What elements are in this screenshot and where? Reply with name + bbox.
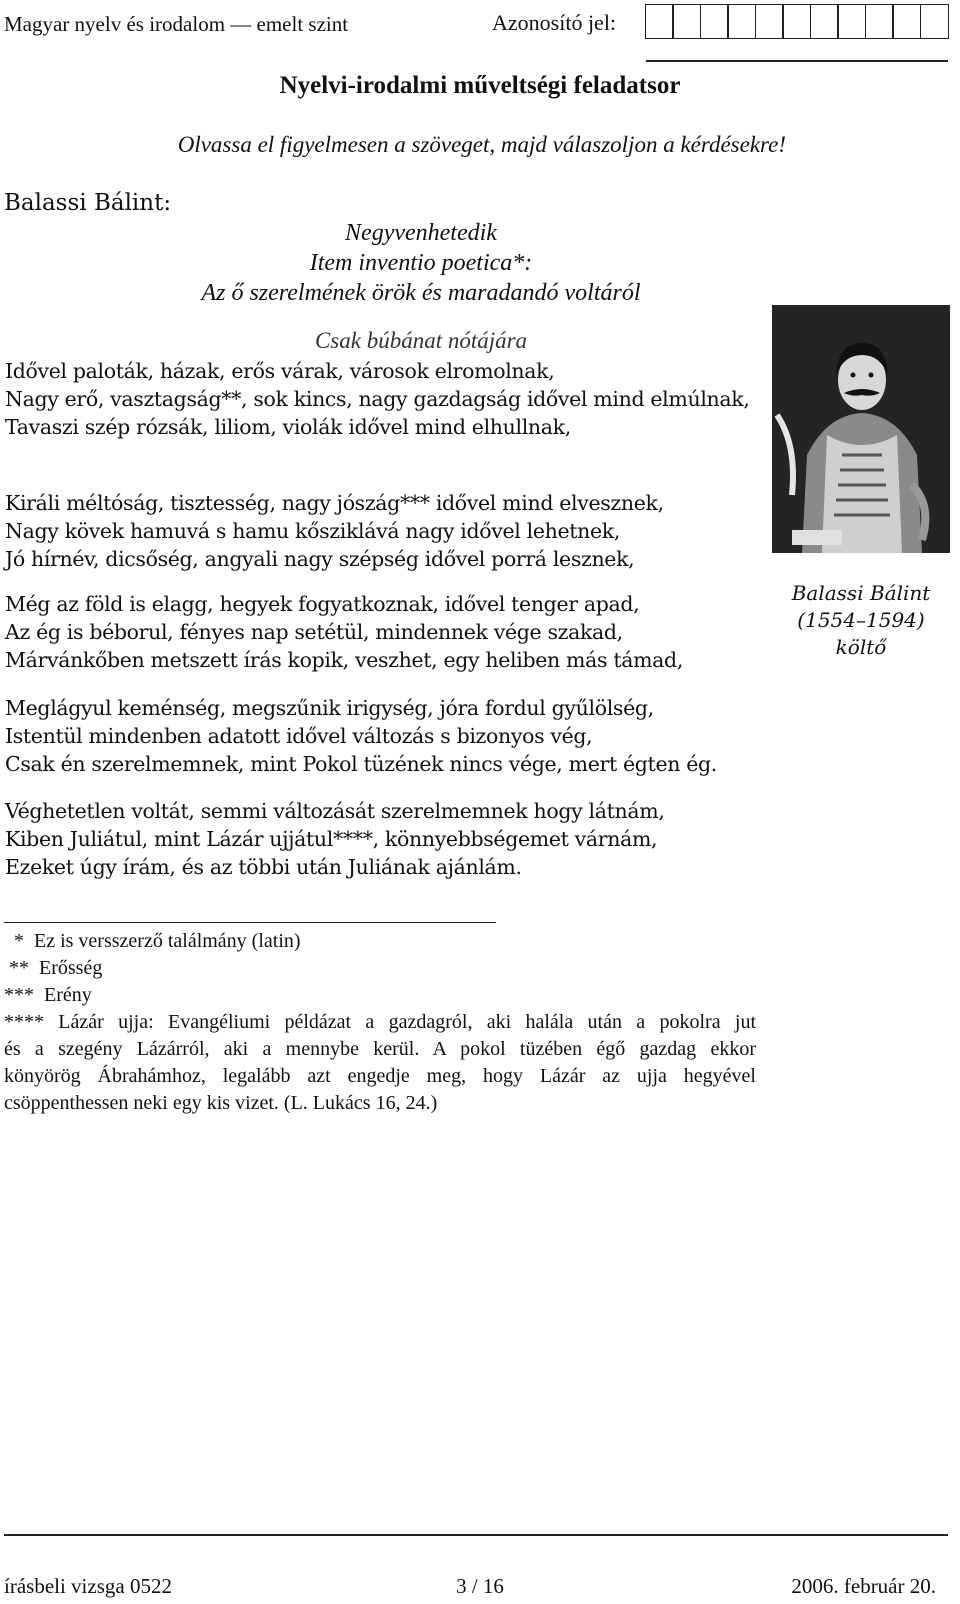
verse-line: Ezeket úgy írám, és az többi után Juliának ajánlám. [5, 855, 522, 879]
footer-date: 2006. február 20. [791, 1574, 936, 1598]
header-id-label: Azonosító jel: [492, 10, 617, 35]
verse-line: Meglágyul keménség, megszűnik irigység, jóra fordul gyűlölség, [5, 696, 654, 720]
id-box[interactable] [892, 4, 921, 39]
verse-line: Nagy erő, vasztagság**, sok kincs, nagy gazdagság idővel mind elmúlnak, [5, 387, 750, 411]
verse-line: Királi méltóság, tisztesség, nagy jószág*** idővel mind elvesznek, [5, 491, 664, 515]
header-subject: Magyar nyelv és irodalom — emelt szint [4, 12, 349, 36]
footnote-4 [4, 1009, 756, 1117]
stanza-5 [5, 797, 665, 881]
verse-line: Istentül mindenben adatott idővel változás s bizonyos vég, [5, 724, 593, 748]
poem-title-line-1: Negyvenhetedik [345, 220, 497, 246]
footnote-4-line: **** Lázár ujja: Evangéliumi példázat a gazdagról, aki halála után a pokolra jut [4, 1011, 756, 1033]
footnote-4-line: csöppenthessen neki egy kis vizet. (L. Lukács 16, 24.) [4, 1092, 438, 1114]
id-boxes [646, 4, 949, 39]
verse-line: Márvánkőben metszett írás kopik, veszhet, egy heliben más támad, [5, 648, 683, 672]
header-rule [646, 60, 948, 62]
id-box[interactable] [865, 4, 894, 39]
portrait-drawing [772, 305, 950, 553]
caption-role: költő [835, 635, 887, 659]
instruction-text: Olvassa el figyelmesen a szöveget, majd válaszoljon a kérdésekre! [177, 132, 786, 157]
id-box[interactable] [645, 4, 674, 39]
author-label: Balassi Bálint: [4, 190, 172, 216]
footnote-2: ** Erősség [4, 957, 103, 979]
id-box[interactable] [920, 4, 949, 39]
footer-exam-code: írásbeli vizsga 0522 [4, 1574, 172, 1598]
id-box[interactable] [782, 4, 811, 39]
footnote-4-line: könyörög Ábrahámhoz, legalább azt engedje meg, hogy Lázár az ujja hegyével [4, 1065, 756, 1087]
caption-name: Balassi Bálint [791, 581, 931, 605]
verse-line: Jó hírnév, dicsőség, angyali nagy szépség idővel porrá lesznek, [5, 547, 635, 571]
verse-line: Még az föld is elagg, hegyek fogyatkoznak, idővel tenger apad, [5, 592, 640, 616]
footer-rule [4, 1534, 948, 1536]
poem-title-line-3: Az ő szerelmének örök és maradandó voltáról [201, 280, 641, 306]
poem-tune: Csak búbánat nótájára [314, 328, 528, 353]
verse-line: Kiben Juliátul, mint Lázár ujjátul****, könnyebbségemet várnám, [5, 827, 658, 851]
caption-dates: (1554–1594) [797, 608, 925, 632]
stanza-2 [5, 489, 664, 573]
verse-line: Csak én szerelmemnek, mint Pokol tüzének nincs vége, mert égten ég. [5, 752, 717, 776]
verse-line: Idővel paloták, házak, erős várak, városok elromolnak, [5, 359, 555, 383]
stanza-3 [5, 590, 683, 674]
footnote-1: * Ez is versszerző találmány (latin) [4, 930, 301, 952]
footer-page-number: 3 / 16 [456, 1574, 504, 1598]
footnote-rule [4, 922, 496, 923]
document-title: Nyelvi-irodalmi műveltségi feladatsor [279, 72, 681, 99]
footnote-4-line: és a szegény Lázárról, aki a mennybe kerül. A pokol tüzében égő gazdag ekkor [4, 1038, 756, 1060]
stanza-1 [5, 357, 750, 441]
id-box[interactable] [700, 4, 729, 39]
verse-line: Tavaszi szép rózsák, liliom, violák idővel mind elhullnak, [5, 415, 571, 439]
verse-line: Nagy kövek hamuvá s hamu kősziklává nagy idővel lehetnek, [5, 519, 620, 543]
id-box[interactable] [755, 4, 784, 39]
verse-line: Véghetetlen voltát, semmi változását szerelmemnek hogy látnám, [5, 799, 665, 823]
id-box[interactable] [810, 4, 839, 39]
stanza-4 [5, 694, 717, 778]
id-box[interactable] [672, 4, 701, 39]
footnote-3: *** Erény [4, 984, 92, 1006]
portrait-image [772, 305, 950, 553]
instruction [0, 132, 952, 158]
verse-line: Az ég is béborul, fényes nap setétül, mindennek vége szakad, [5, 620, 623, 644]
poem-title-line-2: Item inventio poetica*: [309, 250, 533, 276]
id-box[interactable] [837, 4, 866, 39]
id-box[interactable] [727, 4, 756, 39]
portrait-caption [772, 580, 950, 661]
